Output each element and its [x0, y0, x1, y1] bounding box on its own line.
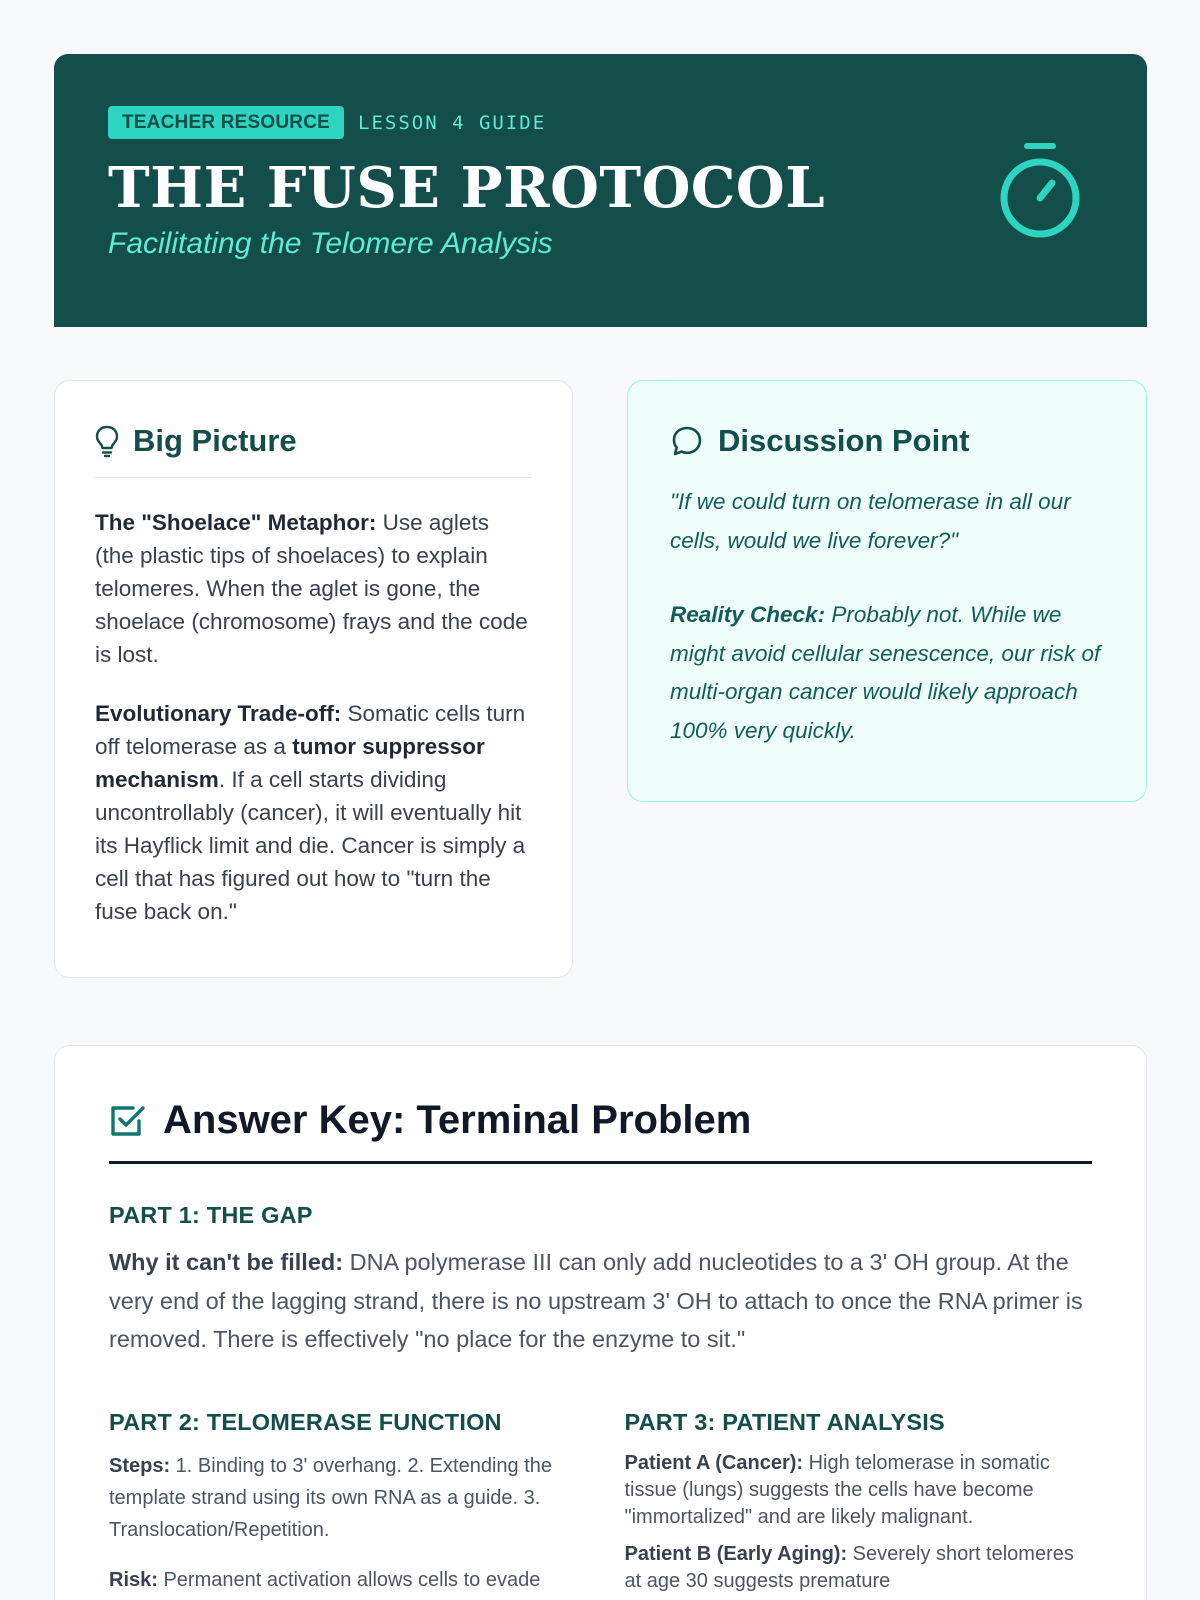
shoelace-metaphor-label: The "Shoelace" Metaphor:	[95, 510, 377, 535]
part2-title: PART 2: TELOMERASE FUNCTION	[109, 1408, 502, 1435]
page-title: THE FUSE PROTOCOL	[108, 155, 826, 221]
header-banner	[54, 54, 1147, 327]
stopwatch-icon	[995, 140, 1085, 244]
discussion-header	[670, 423, 1106, 459]
answer-key-card	[54, 1045, 1147, 1600]
tradeoff-text-b: . If a cell starts dividing uncontrollably (cancer), it will eventually hit its Hayflick limit and die. Cancer is simply a cell that has figured out how to "turn the fuse back on."	[95, 767, 526, 924]
reality-check-text: Probably not. While we might avoid cellular senescence, our risk of multi-organ cancer would likely approach 100% very quickly.	[670, 602, 1101, 743]
part2-risk-label: Risk:	[109, 1568, 158, 1591]
part2-risk-text: Permanent activation allows cells to evade	[157, 1568, 541, 1591]
patient-b-paragraph	[625, 1541, 1093, 1595]
big-picture-header	[95, 423, 532, 478]
patient-b-text: Severely short telomeres at age 30 suggests premature	[624, 1542, 1074, 1592]
speech-bubble-icon	[670, 424, 704, 458]
tradeoff-text-a: Somatic cells turn off telomerase as a	[95, 701, 526, 759]
discussion-quote: "If we could turn on telomerase in all our cells, would we live forever?"	[670, 489, 1071, 553]
header-tags	[108, 106, 1093, 139]
patient-b-label: Patient B (Early Aging):	[624, 1542, 848, 1565]
big-picture-card	[54, 380, 573, 978]
part1-paragraph	[109, 1243, 1092, 1359]
tradeoff-paragraph	[95, 697, 532, 928]
patient-a-text: High telomerase in somatic tissue (lungs) suggests the cells have become "immortalized" and are likely malignant.	[624, 1451, 1050, 1528]
part2-section	[109, 1409, 577, 1596]
checkbox-icon	[109, 1102, 147, 1140]
discussion-title: Discussion Point	[718, 423, 970, 458]
part2-steps-label: Steps:	[109, 1454, 171, 1477]
part1-text: DNA polymerase III can only add nucleotides to a 3' OH group. At the very end of the lagging strand, there is no upstream 3' OH to attach to once the RNA primer is removed. There is effectively "no place for the enzyme to sit."	[109, 1249, 1083, 1352]
parts-columns	[109, 1409, 1092, 1596]
answer-key-title: Answer Key: Terminal Problem	[163, 1098, 752, 1142]
part2-steps-text: 1. Binding to 3' overhang. 2. Extending the template strand using its own RNA as a guide. 3. Translocation/Repetition.	[109, 1454, 552, 1541]
part1-section	[109, 1202, 1092, 1359]
reality-check-label: Reality Check:	[670, 602, 826, 627]
part1-title: PART 1: THE GAP	[109, 1202, 313, 1228]
big-picture-title: Big Picture	[133, 423, 297, 458]
part1-label: Why it can't be filled:	[109, 1249, 344, 1275]
shoelace-metaphor-paragraph	[95, 506, 532, 671]
tradeoff-label: Evolutionary Trade-off:	[95, 701, 342, 726]
shoelace-metaphor-text: Use aglets (the plastic tips of shoelaces) to explain telomeres. When the aglet is gone, the shoelace (chromosome) frays and the code is lost.	[95, 510, 528, 667]
lesson-label: LESSON 4 GUIDE	[358, 111, 547, 134]
part3-title: PART 3: PATIENT ANALYSIS	[624, 1408, 945, 1435]
answer-key-header	[109, 1098, 1092, 1164]
part2-risk-paragraph	[109, 1564, 577, 1596]
patient-a-paragraph	[625, 1450, 1093, 1531]
tradeoff-bold-term: tumor suppressor mechanism	[95, 734, 485, 792]
teacher-resource-badge: TEACHER RESOURCE	[108, 106, 344, 139]
reality-check-paragraph	[670, 596, 1106, 750]
discussion-card	[627, 380, 1147, 802]
lightbulb-icon	[95, 424, 119, 458]
page-subtitle: Facilitating the Telomere Analysis	[108, 227, 553, 260]
patient-a-label: Patient A (Cancer):	[624, 1451, 804, 1474]
part2-steps-paragraph	[109, 1450, 577, 1546]
part3-section	[625, 1409, 1093, 1596]
